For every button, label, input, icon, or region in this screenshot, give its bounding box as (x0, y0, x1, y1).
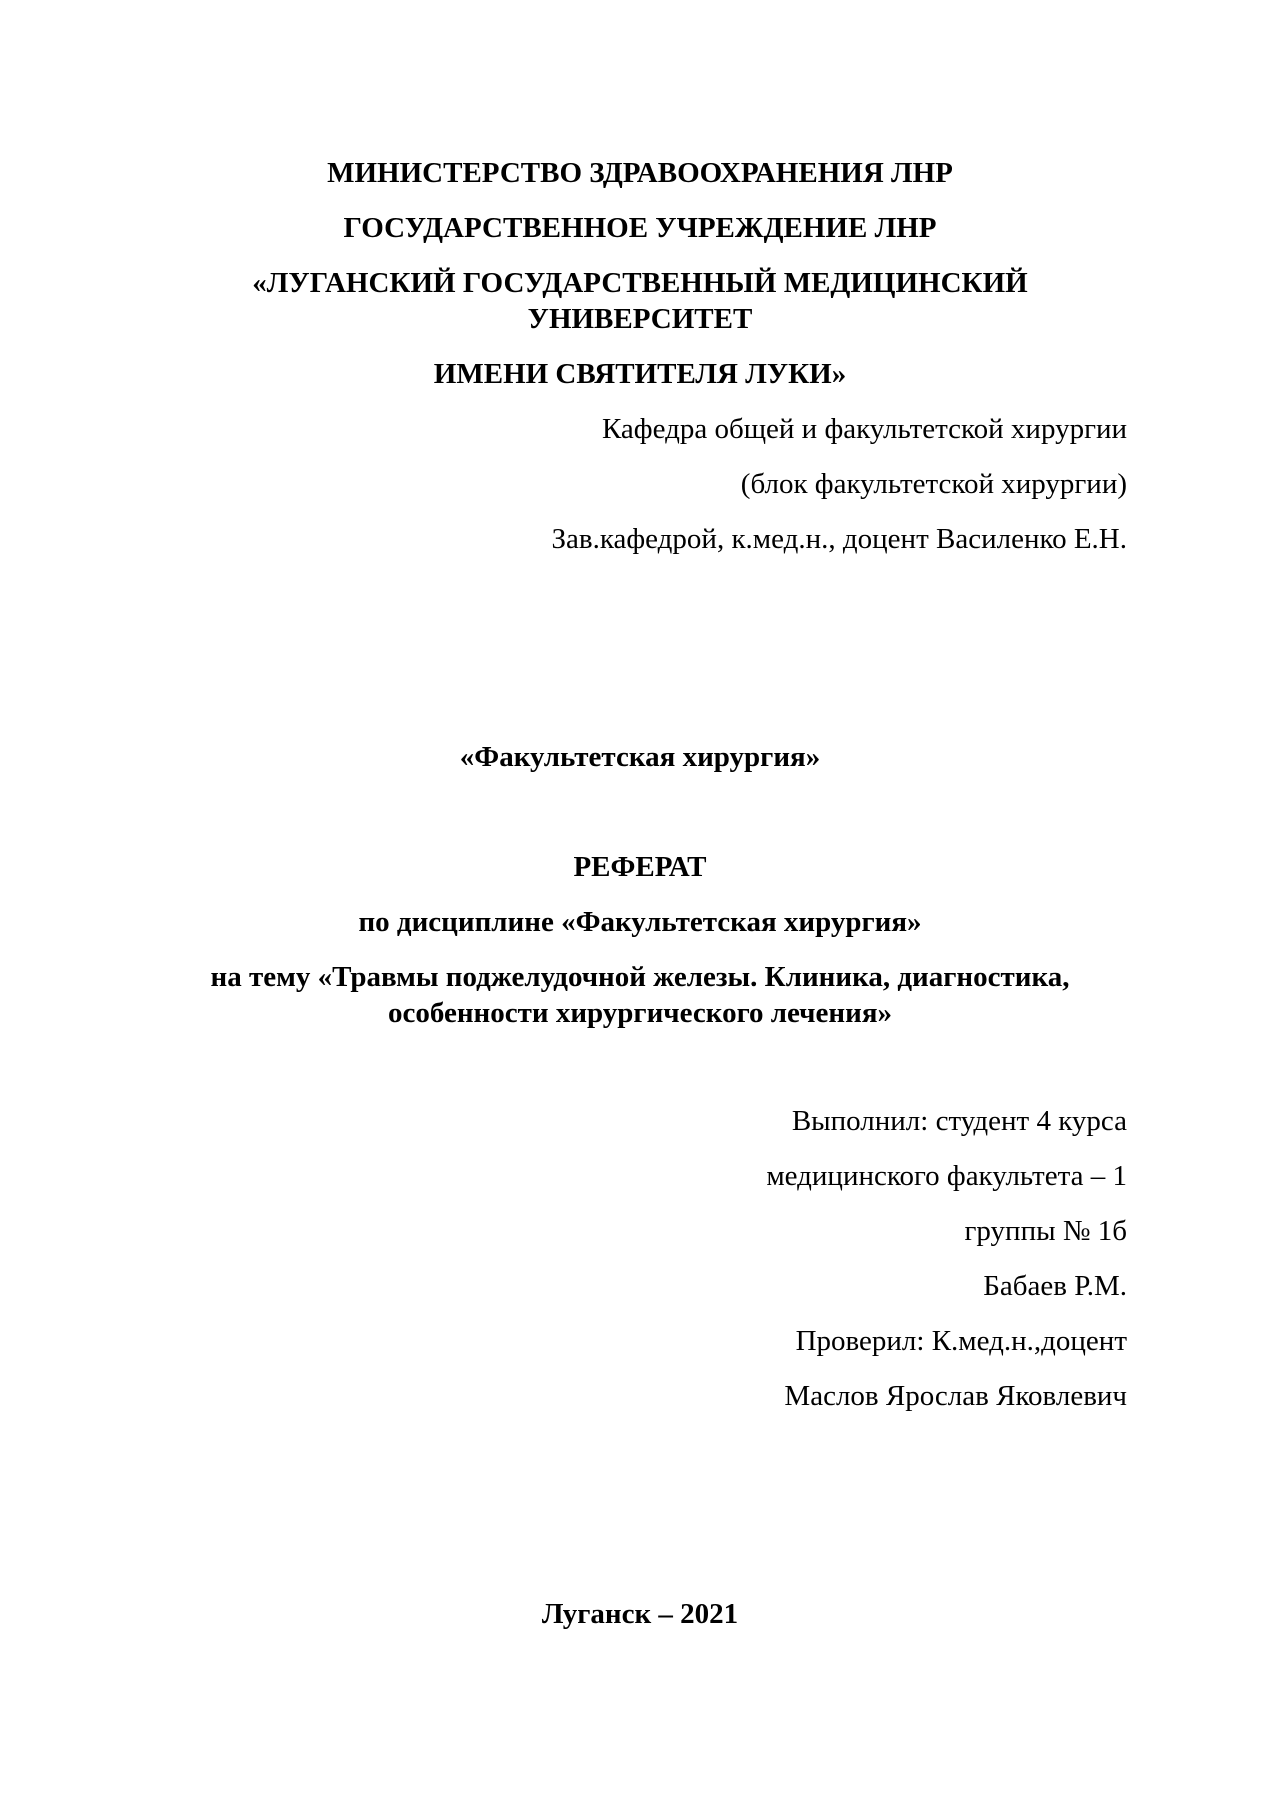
university-heading-line2: УНИВЕРСИТЕТ (527, 303, 753, 335)
work-topic-line2: особенности хирургического лечения» (387, 997, 893, 1029)
author-line2: медицинского факультета – 1 (766, 1160, 1127, 1192)
work-type: РЕФЕРАТ (573, 851, 707, 883)
university-heading-line3: ИМЕНИ СВЯТИТЕЛЯ ЛУКИ» (433, 358, 847, 390)
department-name: Кафедра общей и факультетской хирургии (601, 413, 1127, 445)
university-heading-line1: «ЛУГАНСКИЙ ГОСУДАРСТВЕННЫЙ МЕДИЦИНСКИЙ (252, 267, 1028, 299)
work-topic-line1: на тему «Травмы поджелудочной железы. Клиника, диагностика, (210, 961, 1070, 993)
reviewer-line1: Проверил: К.мед.н.,доцент (795, 1325, 1127, 1357)
city-year: Луганск – 2021 (541, 1598, 739, 1630)
author-line3: группы № 1б (964, 1215, 1127, 1247)
work-discipline: по дисциплине «Факультетская хирургия» (358, 906, 922, 938)
author-name: Бабаев Р.М. (983, 1270, 1127, 1302)
author-line1: Выполнил: студент 4 курса (791, 1105, 1127, 1137)
department-head: Зав.кафедрой, к.мед.н., доцент Василенко Е.Н. (551, 523, 1127, 555)
reviewer-name: Маслов Ярослав Яковлевич (784, 1380, 1127, 1412)
ministry-heading: МИНИСТЕРСТВО ЗДРАВООХРАНЕНИЯ ЛНР (327, 157, 953, 189)
institution-heading: ГОСУДАРСТВЕННОЕ УЧРЕЖДЕНИЕ ЛНР (343, 212, 937, 244)
department-block: (блок факультетской хирургии) (740, 468, 1127, 500)
course-title: «Факультетская хирургия» (459, 741, 821, 773)
